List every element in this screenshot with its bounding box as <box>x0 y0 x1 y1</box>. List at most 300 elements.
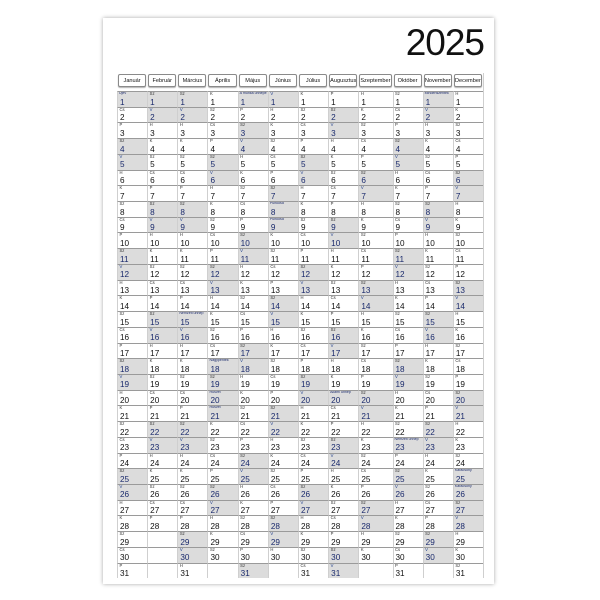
weekday-label: Sz <box>119 138 125 144</box>
day-number: 20 <box>455 396 465 406</box>
weekday-label: Sz <box>240 295 246 301</box>
day-number: 20 <box>120 396 130 406</box>
day-number: 26 <box>425 490 435 500</box>
day-number: 6 <box>361 176 366 186</box>
day-cell <box>358 484 392 500</box>
day-cell <box>268 185 298 201</box>
day-number: 31 <box>455 569 465 579</box>
day-cell <box>453 295 483 311</box>
day-cell <box>298 185 328 201</box>
day-number: 27 <box>240 506 250 516</box>
weekday-label: V <box>395 153 398 159</box>
day-number: 20 <box>150 396 160 406</box>
weekday-label: V <box>270 311 274 317</box>
day-cell <box>358 107 392 123</box>
day-number: 2 <box>120 113 125 123</box>
day-number: 4 <box>120 144 125 154</box>
day-cell <box>393 295 423 311</box>
day-number: 12 <box>361 270 371 280</box>
day-number: 20 <box>425 396 435 406</box>
weekday-label: P <box>395 562 398 568</box>
day-cell <box>358 232 392 248</box>
day-cell <box>117 327 147 343</box>
weekday-label: Sz <box>240 342 246 348</box>
day-cell <box>453 264 483 280</box>
day-number: 24 <box>120 459 130 469</box>
weekday-label: V <box>270 421 274 427</box>
day-number: 28 <box>210 521 220 531</box>
weekday-label: H <box>425 452 429 458</box>
weekday-label: P <box>455 373 459 379</box>
day-cell <box>423 170 453 186</box>
day-number: 18 <box>150 364 160 374</box>
weekday-label: Cs <box>270 373 276 379</box>
day-cell <box>117 358 147 374</box>
day-number: 2 <box>150 113 155 123</box>
day-cell <box>358 390 392 406</box>
weekday-label: H <box>425 122 429 128</box>
day-number: 6 <box>180 176 185 186</box>
weekday-label: Sz <box>455 122 461 128</box>
day-cell <box>328 248 358 264</box>
day-number: 4 <box>150 144 155 154</box>
weekday-label: V <box>119 263 123 269</box>
weekday-label: V <box>360 515 364 521</box>
day-number: 15 <box>270 317 280 327</box>
weekday-label: Sz <box>395 91 400 96</box>
day-cell <box>298 138 328 154</box>
day-number: 16 <box>210 333 220 343</box>
day-cell <box>147 185 177 201</box>
weekday-label: Sz <box>209 373 215 379</box>
day-number: 24 <box>210 459 220 469</box>
day-number: 25 <box>120 474 130 484</box>
day-number: 30 <box>240 553 250 563</box>
weekday-label: Cs <box>209 122 216 128</box>
day-cell <box>268 122 298 138</box>
day-number: 29 <box>120 537 130 547</box>
weekday-label: K <box>455 106 459 112</box>
weekday-label: K <box>179 138 183 144</box>
day-cell <box>177 421 207 437</box>
day-number: 17 <box>180 349 190 359</box>
day-cell <box>147 107 177 123</box>
day-number: 2 <box>210 113 216 123</box>
weekday-label: Sz <box>330 436 336 442</box>
day-cell <box>268 91 298 107</box>
month-header: Április <box>208 74 236 87</box>
weekday-label: Sz <box>455 499 461 505</box>
weekday-label: P <box>179 185 183 191</box>
day-number: 25 <box>300 474 311 484</box>
day-number: 7 <box>331 191 336 201</box>
day-number: 9 <box>455 223 461 233</box>
day-number: 9 <box>425 223 431 233</box>
day-cell <box>177 547 207 563</box>
day-number: 20 <box>395 396 405 406</box>
weekday-label: K <box>330 153 334 159</box>
weekday-label: K <box>270 232 274 238</box>
day-cell <box>238 138 268 154</box>
day-cell <box>358 468 392 484</box>
day-cell <box>117 280 147 296</box>
day-cell <box>207 248 237 264</box>
day-number: 1 <box>240 97 246 107</box>
day-cell <box>147 390 177 406</box>
day-number: 31 <box>120 569 130 579</box>
day-number: 4 <box>270 144 276 154</box>
day-cell <box>117 421 147 437</box>
day-cell <box>358 343 392 359</box>
weekday-label: Sz <box>300 263 306 269</box>
day-number: 21 <box>395 411 405 421</box>
weekday-label: V <box>360 405 364 411</box>
day-cell <box>393 280 423 296</box>
day-number: 1 <box>455 97 461 107</box>
weekday-label: K <box>330 483 334 489</box>
weekday-label: Sz <box>179 373 185 379</box>
day-number: 17 <box>395 349 405 359</box>
weekday-label: H <box>395 279 399 285</box>
holiday-label: Karácsony <box>454 468 472 473</box>
day-cell <box>453 107 483 123</box>
day-cell <box>328 390 358 406</box>
weekday-label: Cs <box>425 279 431 285</box>
weekday-label: V <box>455 405 459 411</box>
day-number: 8 <box>150 207 155 217</box>
weekday-label: K <box>240 169 243 175</box>
day-cell <box>453 390 483 406</box>
day-number: 25 <box>395 474 405 484</box>
day-number: 14 <box>455 301 465 311</box>
day-number: 3 <box>425 128 431 138</box>
day-cell <box>358 295 392 311</box>
weekday-label: Sz <box>240 122 246 128</box>
day-cell <box>393 232 423 248</box>
weekday-label: H <box>360 421 364 427</box>
day-cell <box>393 343 423 359</box>
day-number: 15 <box>120 317 130 327</box>
weekday-label: P <box>300 468 304 474</box>
day-cell <box>268 138 298 154</box>
day-number: 19 <box>120 380 130 390</box>
weekday-label: Sz <box>395 358 400 364</box>
day-cell <box>268 374 298 390</box>
weekday-label: V <box>240 138 243 144</box>
day-cell <box>207 405 237 421</box>
weekday-label: Sz <box>149 153 155 159</box>
day-cell <box>453 358 483 374</box>
weekday-label: P <box>330 421 334 427</box>
day-number: 15 <box>240 317 250 327</box>
day-cell <box>147 374 177 390</box>
day-cell <box>453 453 483 469</box>
day-number: 25 <box>150 474 160 484</box>
day-cell <box>268 390 298 406</box>
weekday-label: V <box>360 295 364 301</box>
day-cell <box>117 453 147 469</box>
day-number: 24 <box>180 459 190 469</box>
day-cell <box>147 500 177 516</box>
day-number: 5 <box>150 160 155 170</box>
weekday-label: Cs <box>149 169 155 175</box>
day-cell <box>238 185 268 201</box>
weekday-label: H <box>270 106 274 112</box>
day-number: 7 <box>361 191 366 201</box>
weekday-label: K <box>149 468 153 474</box>
day-cell <box>238 217 268 233</box>
day-cell <box>393 311 423 327</box>
weekday-label: Sz <box>209 483 215 489</box>
weekday-label: H <box>360 311 364 317</box>
month-header: November <box>424 74 452 87</box>
day-number: 12 <box>455 270 465 280</box>
day-number: 3 <box>180 128 185 138</box>
weekday-label: H <box>149 342 153 348</box>
day-cell <box>177 138 207 154</box>
day-cell <box>177 201 207 217</box>
day-cell <box>423 107 453 123</box>
day-number: 14 <box>395 301 405 311</box>
day-number: 29 <box>425 537 435 547</box>
day-number: 18 <box>425 364 435 374</box>
day-number: 30 <box>455 553 465 563</box>
day-number: 17 <box>120 349 130 359</box>
day-number: 30 <box>361 553 371 563</box>
weekday-label: Sz <box>179 201 185 207</box>
day-cell <box>328 91 358 107</box>
day-number: 9 <box>120 223 125 233</box>
day-number: 1 <box>425 97 431 107</box>
weekday-label: P <box>395 452 398 458</box>
holiday-label: Mindenszentek <box>424 91 449 95</box>
weekday-label: V <box>240 248 243 254</box>
day-number: 15 <box>361 317 371 327</box>
day-number: 6 <box>331 176 336 186</box>
day-number: 18 <box>361 364 371 374</box>
day-number: 23 <box>300 443 311 453</box>
day-cell <box>177 170 207 186</box>
day-number: 23 <box>331 443 341 453</box>
day-number: 27 <box>361 506 371 516</box>
empty-day-cell <box>147 563 177 579</box>
day-cell <box>298 500 328 516</box>
weekday-label: Sz <box>360 169 366 175</box>
weekday-label: H <box>240 373 244 379</box>
weekday-label: K <box>360 546 364 552</box>
day-number: 7 <box>210 191 216 201</box>
weekday-label: V <box>330 232 334 238</box>
weekday-label: Sz <box>425 531 431 537</box>
day-cell <box>177 217 207 233</box>
day-number: 16 <box>395 333 405 343</box>
weekday-label: Sz <box>425 373 431 379</box>
day-number: 22 <box>455 427 465 437</box>
day-number: 28 <box>120 521 130 531</box>
weekday-label: H <box>240 153 244 159</box>
day-cell <box>238 547 268 563</box>
day-number: 15 <box>210 317 220 327</box>
day-number: 28 <box>455 521 465 531</box>
day-number: 9 <box>270 223 276 233</box>
day-cell <box>177 358 207 374</box>
weekday-label: K <box>209 311 213 317</box>
weekday-label: V <box>149 216 153 222</box>
weekday-label: V <box>209 499 213 505</box>
holiday-label: Nemzeti ünnep <box>179 311 204 316</box>
day-cell <box>453 327 483 343</box>
day-cell <box>268 515 298 531</box>
day-cell <box>268 405 298 421</box>
day-cell <box>268 232 298 248</box>
weekday-label: P <box>209 248 213 254</box>
day-cell <box>358 138 392 154</box>
day-cell <box>207 295 237 311</box>
day-number: 20 <box>300 396 311 406</box>
day-cell <box>147 358 177 374</box>
weekday-label: H <box>119 389 123 395</box>
day-number: 14 <box>180 301 190 311</box>
day-number: 21 <box>270 411 280 421</box>
day-cell <box>117 531 147 547</box>
day-number: 27 <box>180 506 190 516</box>
weekday-label: H <box>330 468 334 474</box>
day-cell <box>207 390 237 406</box>
day-cell <box>117 248 147 264</box>
day-number: 7 <box>240 191 246 201</box>
weekday-label: Sz <box>455 562 461 568</box>
day-number: 18 <box>270 364 280 374</box>
weekday-label: Sz <box>240 452 246 458</box>
weekday-label: V <box>425 106 428 112</box>
day-cell <box>177 343 207 359</box>
day-cell <box>177 185 207 201</box>
day-cell <box>298 217 328 233</box>
weekday-label: K <box>360 326 364 332</box>
day-number: 11 <box>455 254 465 264</box>
weekday-label: P <box>425 185 428 191</box>
weekday-label: P <box>330 91 334 96</box>
day-number: 29 <box>455 537 465 547</box>
day-cell <box>238 358 268 374</box>
weekday-label: V <box>270 531 274 537</box>
weekday-label: Cs <box>149 279 155 285</box>
day-number: 12 <box>240 270 250 280</box>
weekday-label: P <box>209 138 213 144</box>
weekday-label: Sz <box>300 436 306 442</box>
day-number: 28 <box>425 521 435 531</box>
weekday-label: K <box>179 248 183 254</box>
weekday-label: H <box>395 389 399 395</box>
weekday-label: V <box>300 169 304 175</box>
day-cell <box>147 264 177 280</box>
holiday-label: Pünkösd <box>269 201 284 206</box>
day-number: 17 <box>270 349 280 359</box>
day-cell <box>453 311 483 327</box>
weekday-label: K <box>240 499 243 505</box>
weekday-label: H <box>179 562 183 568</box>
day-cell <box>423 374 453 390</box>
day-number: 2 <box>455 113 461 123</box>
day-number: 3 <box>240 128 246 138</box>
day-number: 27 <box>120 506 130 516</box>
day-cell <box>147 138 177 154</box>
weekday-label: K <box>395 515 398 521</box>
day-cell <box>268 358 298 374</box>
weekday-label: H <box>360 91 364 96</box>
weekday-label: Sz <box>179 531 185 537</box>
day-cell <box>117 185 147 201</box>
day-cell <box>177 311 207 327</box>
day-cell <box>393 563 423 579</box>
day-number: 30 <box>395 553 405 563</box>
day-number: 22 <box>150 427 160 437</box>
day-number: 6 <box>240 176 246 186</box>
day-number: 17 <box>331 349 341 359</box>
day-number: 14 <box>240 301 250 311</box>
day-number: 2 <box>180 113 185 123</box>
day-cell <box>358 453 392 469</box>
day-number: 7 <box>150 191 155 201</box>
day-number: 25 <box>180 474 190 484</box>
day-cell <box>238 232 268 248</box>
day-number: 3 <box>150 128 155 138</box>
day-cell <box>453 421 483 437</box>
day-number: 23 <box>180 443 190 453</box>
weekday-label: Sz <box>360 342 366 348</box>
day-number: 13 <box>150 286 160 296</box>
weekday-label: Cs <box>360 468 366 474</box>
day-number: 26 <box>395 490 405 500</box>
weekday-label: Sz <box>395 248 400 254</box>
day-number: 20 <box>331 396 341 406</box>
day-number: 12 <box>425 270 435 280</box>
weekday-label: V <box>179 436 183 442</box>
day-cell <box>207 107 237 123</box>
weekday-label: Sz <box>119 201 125 207</box>
weekday-label: Sz <box>179 153 185 159</box>
weekday-label: K <box>455 216 459 222</box>
day-cell <box>393 437 423 453</box>
day-number: 5 <box>270 160 276 170</box>
weekday-label: Sz <box>119 531 125 537</box>
day-cell <box>177 563 207 579</box>
day-cell <box>147 91 177 107</box>
day-cell <box>238 311 268 327</box>
day-number: 24 <box>270 459 280 469</box>
day-number: 28 <box>180 521 190 531</box>
weekday-label: V <box>119 373 123 379</box>
day-cell <box>328 280 358 296</box>
day-cell <box>117 468 147 484</box>
day-number: 4 <box>361 144 366 154</box>
day-number: 15 <box>150 317 160 327</box>
day-number: 14 <box>150 301 160 311</box>
day-number: 23 <box>120 443 130 453</box>
day-number: 13 <box>210 286 220 296</box>
day-number: 29 <box>270 537 280 547</box>
day-cell <box>238 280 268 296</box>
weekday-label: K <box>425 138 428 144</box>
day-cell <box>423 217 453 233</box>
day-cell <box>268 343 298 359</box>
day-number: 5 <box>300 160 306 170</box>
day-number: 8 <box>210 207 216 217</box>
weekday-label: Sz <box>330 326 336 332</box>
day-cell <box>268 295 298 311</box>
day-cell <box>328 374 358 390</box>
day-cell <box>423 327 453 343</box>
